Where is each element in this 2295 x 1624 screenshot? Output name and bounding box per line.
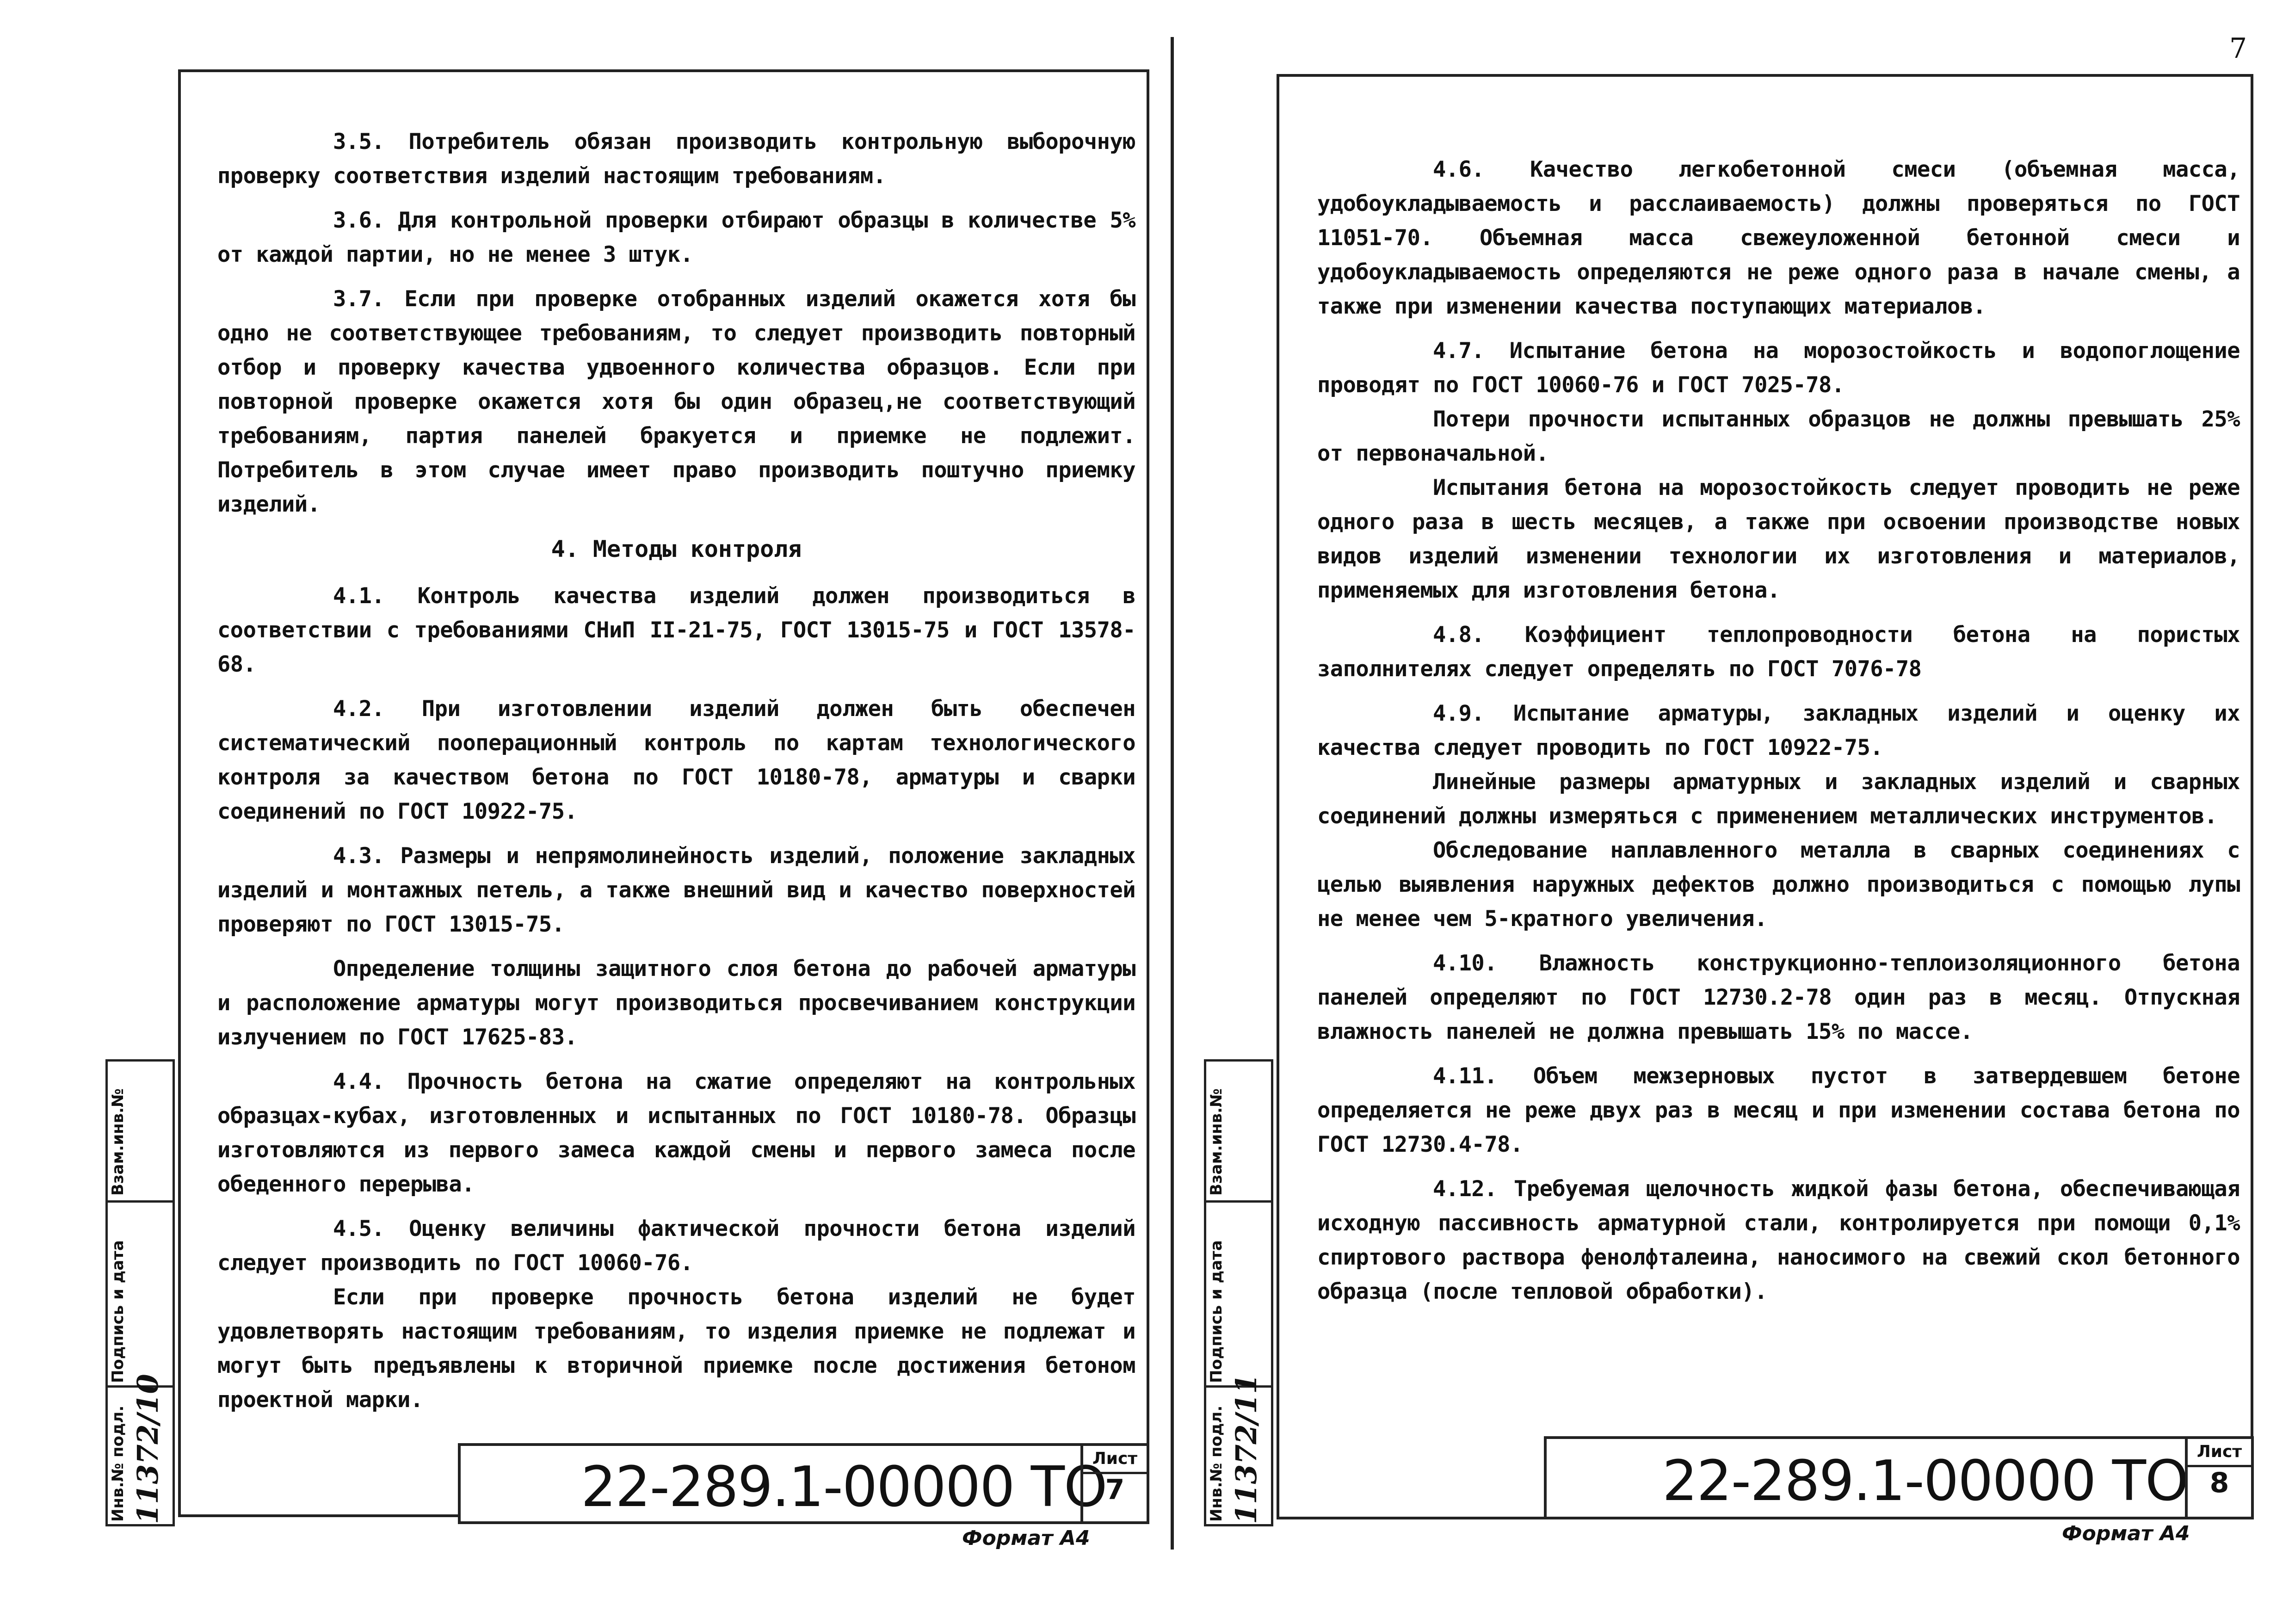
side-cell: [1206, 1062, 1271, 1200]
body-paragraph: 3.5. Потребитель обязан производить контрольную выборочную проверку соответствия изделий настоящим требованиям.: [217, 129, 1135, 189]
body-paragraph: 4.1. Контроль качества изделий должен производиться в соответствии с требованиями СНиП II-21-75, ГОСТ 13015-75 и ГОСТ 13578-68.: [217, 583, 1135, 677]
center-divider: [1171, 37, 1174, 1550]
side-handwritten-number: 11372/11: [1229, 1374, 1263, 1524]
body-paragraph: Определение толщины защитного слоя бетона до рабочей арматуры и расположение арматуры могут производиться просвечиванием конструкции излучением по ГОСТ 17625-83.: [217, 956, 1135, 1050]
side-handwritten-number: 11372/10: [131, 1374, 165, 1524]
side-cell: [108, 1200, 173, 1385]
sheet-number-box: [2185, 1439, 2251, 1517]
body-paragraph: 4.4. Прочность бетона на сжатие определяют на контрольных образцах-кубах, изготовленных и испытанных по ГОСТ 10180-78. Образцы изготовляются из первого замеса каждой смены и первого замеса после обеденного перерыва.: [217, 1069, 1135, 1197]
side-label-signature-date: Подпись и дата: [109, 1240, 127, 1383]
sheet-label: Лист: [2188, 1439, 2251, 1467]
side-label-replace-inv: Взам.инв.№: [1207, 1088, 1226, 1196]
left-side-strip: [105, 1059, 175, 1526]
page-corner-number: 7: [2229, 32, 2247, 65]
right-sheet: [1174, 0, 2295, 1624]
side-cell: [1206, 1200, 1271, 1385]
document-code: 22-289.1-00000 ТО: [1662, 1449, 2188, 1513]
body-paragraph: 4.7. Испытание бетона на морозостойкость и водопоглощение проводят по ГОСТ 10060-76 и ГОСТ 7025-78.: [1317, 338, 2240, 398]
body-paragraph: 4.2. При изготовлении изделий должен быть обеспечен систематический пооперационный контроль по картам технологического контроля за качеством бетона по ГОСТ 10180-78, арматуры и сварки соединений по ГОСТ 10922-75.: [217, 696, 1135, 824]
body-paragraph: 3.6. Для контрольной проверки отбирают образцы в количестве 5% от каждой партии, но не менее 3 штук.: [217, 208, 1135, 267]
side-cell: [1206, 1374, 1271, 1524]
sheet-number-box: [1080, 1446, 1147, 1521]
left-page-text: [217, 125, 1135, 1427]
right-page-text: [1317, 153, 2240, 1319]
format-label: Формат А4: [2062, 1522, 2190, 1545]
left-title-block: [458, 1443, 1149, 1524]
side-label-inv-original: Инв.№ подл.: [109, 1405, 127, 1522]
format-label: Формат А4: [962, 1526, 1090, 1550]
right-title-block: [1544, 1436, 2254, 1519]
body-paragraph: Если при проверке прочность бетона изделий не будет удовлетворять настоящим требованиям, то изделия приемке не подлежат и могут быть предъявлены к вторичной приемке после достижения бетоном проектной марки.: [217, 1284, 1135, 1413]
body-paragraph: 3.7. Если при проверке отобранных изделий окажется хотя бы одно не соответствующее требованиям, то следует производить повторный отбор и проверку качества удвоенного количества образцов. Если при повторной проверке окажется хотя бы один образец,не соответствующий требованиям, партия панелей бракуется и приемке не подлежит. Потребитель в этом случае имеет право производить поштучно приемку изделий.: [217, 286, 1135, 517]
sheet-number: 7: [1105, 1474, 1125, 1506]
body-paragraph: Линейные размеры арматурных и закладных изделий и сварных соединений должны измеряться с применением металлических инструментов.: [1317, 769, 2240, 829]
sheet-number: 8: [2209, 1467, 2229, 1499]
body-paragraph: 4.6. Качество легкобетонной смеси (объемная масса, удобоукладываемость и расслаиваемость) должны проверяться по ГОСТ 11051-70. Объемная масса свежеуложенной бетонной смеси и удобоукладываемость определяются не реже одного раза в начале смены, а также при изменении качества поступающих материалов.: [1317, 157, 2240, 319]
body-paragraph: 4.3. Размеры и непрямолинейность изделий, положение закладных изделий и монтажных петель, а также внешний вид и качество поверхностей проверяют по ГОСТ 13015-75.: [217, 843, 1135, 937]
document-code: 22-289.1-00000 ТО: [581, 1455, 1107, 1519]
side-label-inv-original: Инв.№ подл.: [1207, 1405, 1226, 1522]
section-heading: 4. Методы контроля: [551, 536, 802, 562]
sheet-label: Лист: [1083, 1446, 1147, 1474]
right-side-strip: [1204, 1059, 1273, 1526]
body-paragraph: 4.12. Требуемая щелочность жидкой фазы бетона, обеспечивающая исходную пассивность арматурной стали, контролируется при помощи 0,1% спиртового раствора фенолфталеина, наносимого на свежий скол бетонного образца (после тепловой обработки).: [1317, 1176, 2240, 1304]
body-paragraph: 4.11. Объем межзерновых пустот в затвердевшем бетоне определяется не реже двух раз в месяц и при изменении состава бетона по ГОСТ 12730.4-78.: [1317, 1063, 2240, 1157]
side-label-replace-inv: Взам.инв.№: [109, 1088, 127, 1196]
body-paragraph: Потери прочности испытанных образцов не должны превышать 25% от первоначальной.: [1317, 407, 2240, 466]
body-paragraph: 4.8. Коэффициент теплопроводности бетона на пористых заполнителях следует определять по ГОСТ 7076-78: [1317, 622, 2240, 682]
body-paragraph: 4.5. Оценку величины фактической прочности бетона изделий следует производить по ГОСТ 10060-76.: [217, 1216, 1135, 1276]
body-paragraph: 4.10. Влажность конструкционно-теплоизоляционного бетона панелей определяют по ГОСТ 12730.2-78 один раз в месяц. Отпускная влажность панелей не должна превышать 15% по массе.: [1317, 951, 2240, 1044]
body-paragraph: 4.9. Испытание арматуры, закладных изделий и оценку их качества следует проводить по ГОСТ 10922-75.: [1317, 701, 2240, 760]
body-paragraph: Обследование наплавленного металла в сварных соединениях с целью выявления наружных дефектов должно производиться с помощью лупы не менее чем 5-кратного увеличения.: [1317, 838, 2240, 932]
side-label-signature-date: Подпись и дата: [1207, 1240, 1226, 1383]
side-cell: [108, 1374, 173, 1524]
body-paragraph: Испытания бетона на морозостойкость следует проводить не реже одного раза в шесть месяцев, а также при освоении производстве новых видов изделий изменении технологии их изготовления и материалов, применяемых для изготовления бетона.: [1317, 475, 2240, 603]
side-cell: [108, 1062, 173, 1200]
